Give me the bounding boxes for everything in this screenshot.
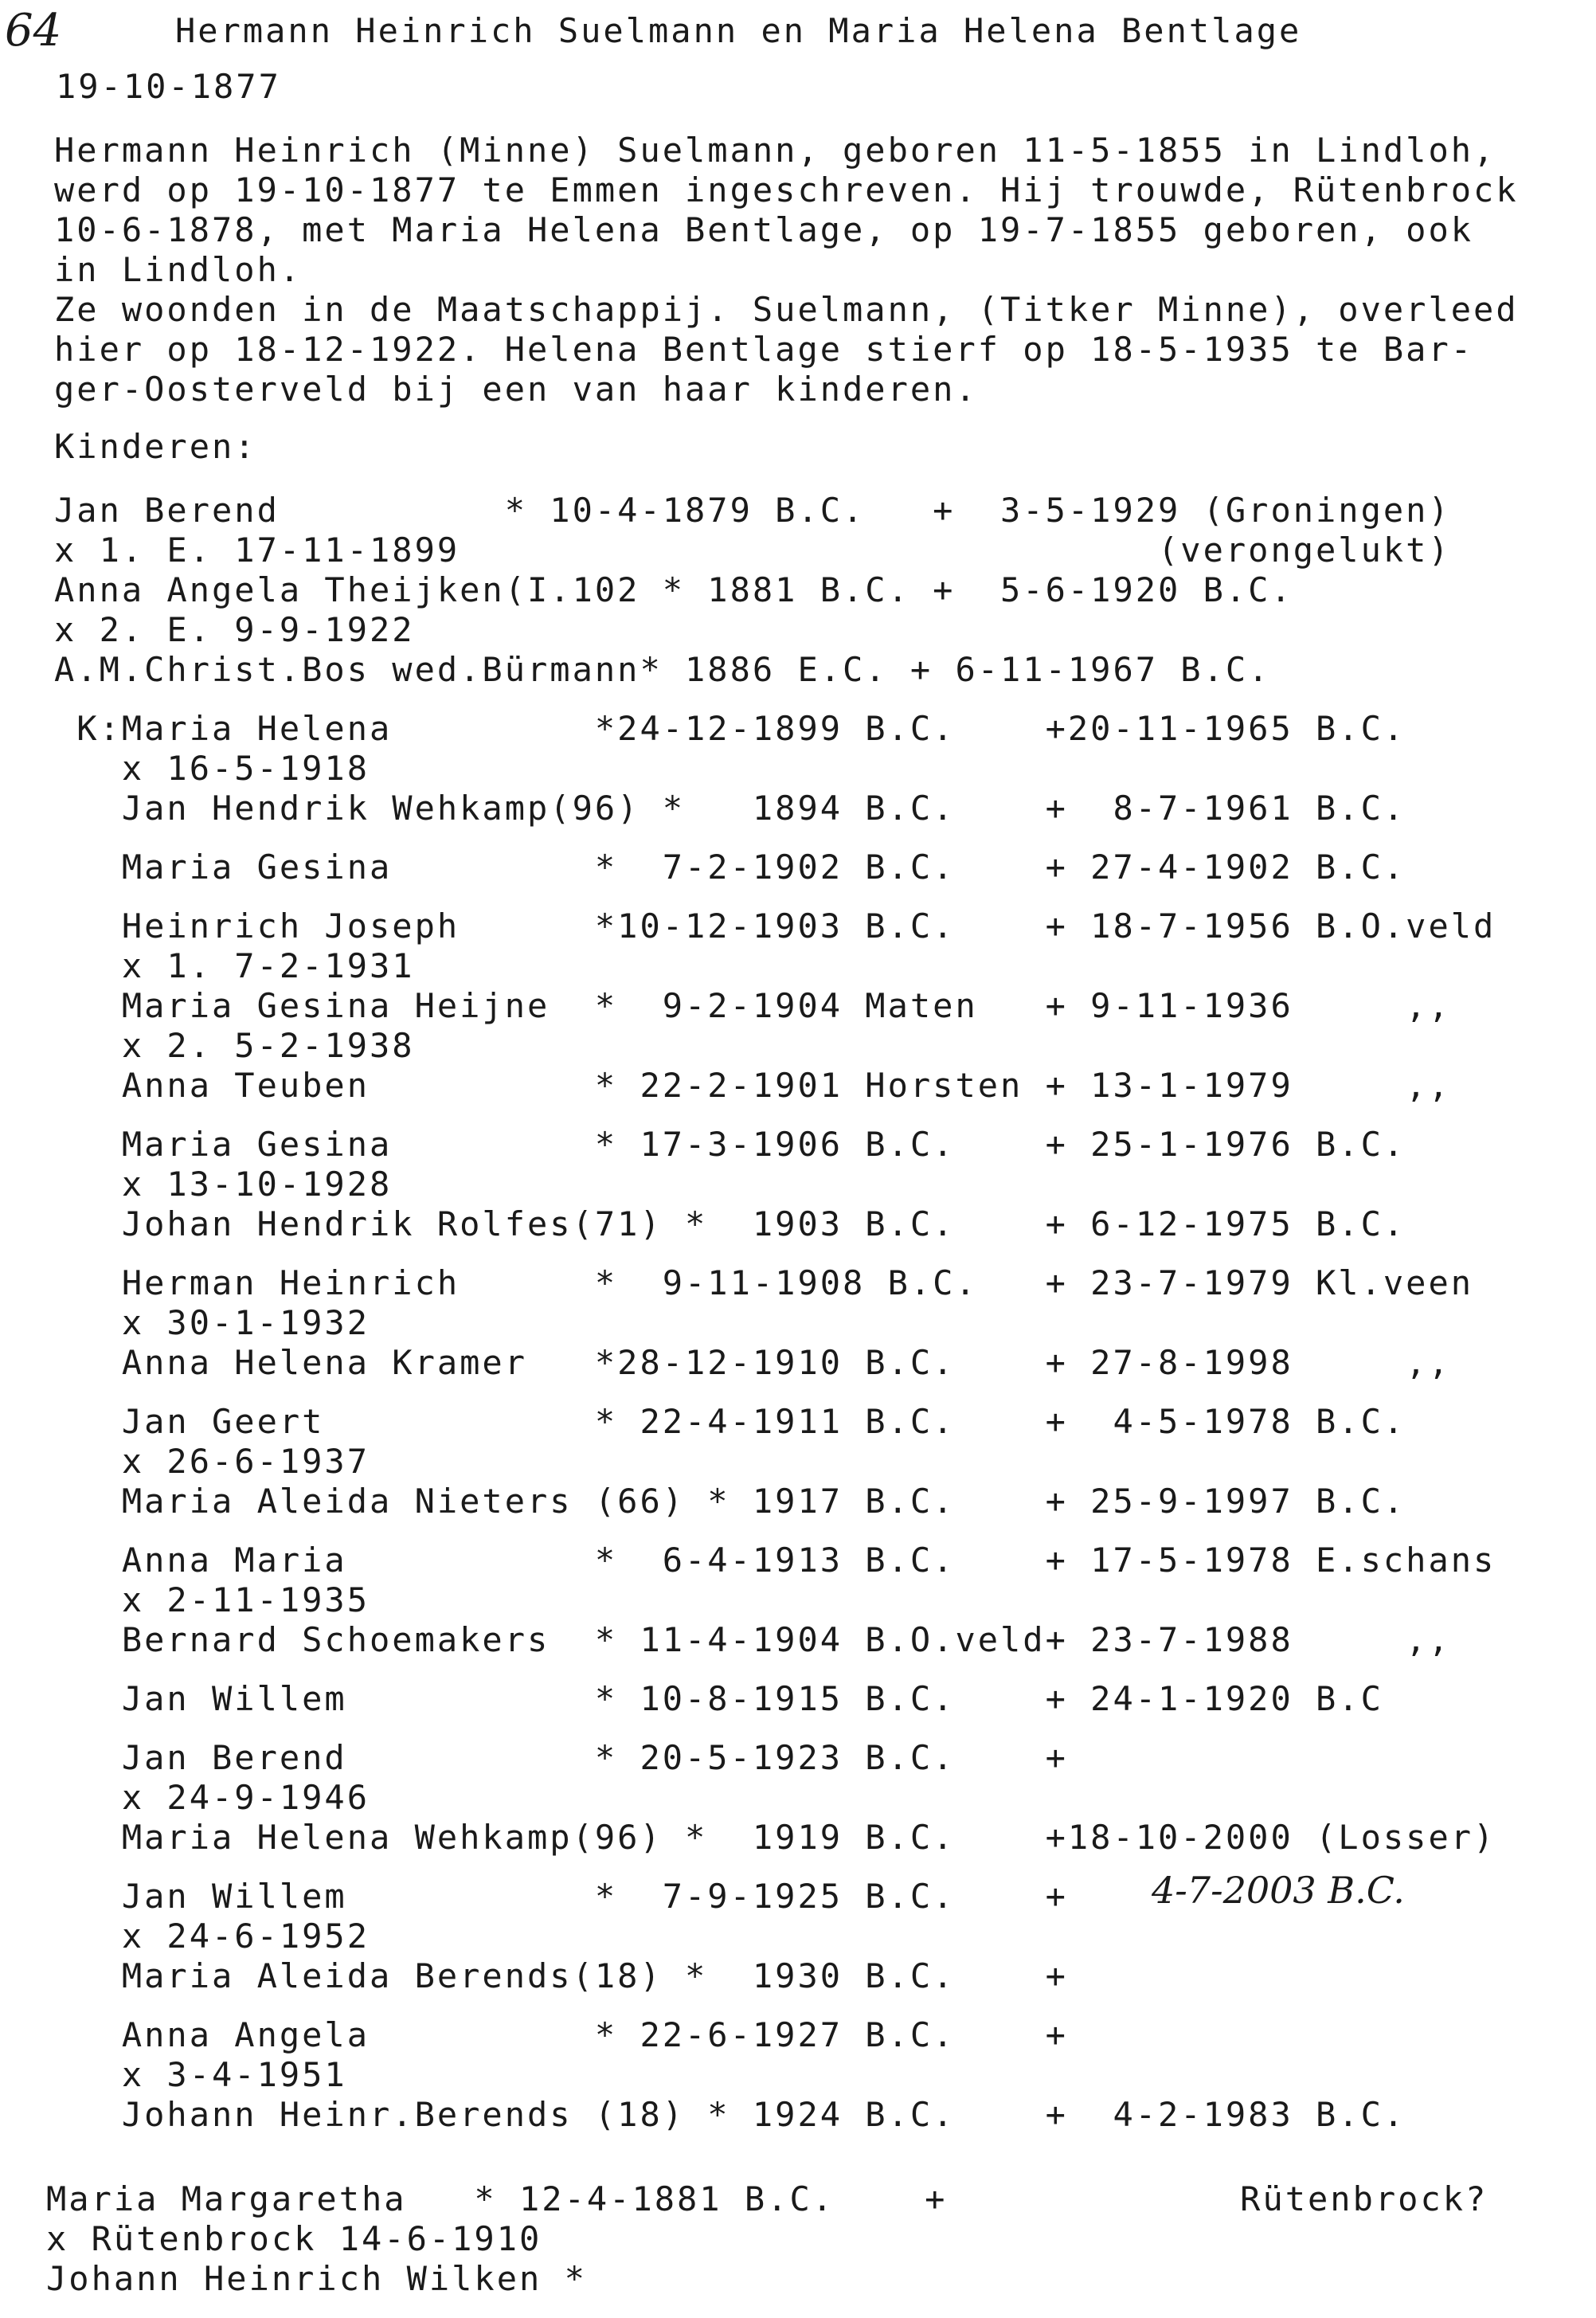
genealogy-line: Jan Willem * 7-9-1925 B.C. + (54, 1877, 1068, 1916)
page-number: 64 (5, 5, 62, 57)
genealogy-line: x 2-11-1935 (54, 1580, 370, 1619)
genealogy-line: x Rütenbrock 14-6-1910 (46, 2219, 542, 2258)
genealogy-line: Anna Maria * 6-4-1913 B.C. + 17-5-1978 E.schans (54, 1541, 1496, 1580)
registration-date: 19-10-1877 (56, 67, 281, 106)
genealogy-line: x 1. E. 17-11-1899 (verongelukt) (54, 531, 1451, 570)
children-heading: Kinderen: (54, 427, 257, 466)
genealogy-line: x 30-1-1932 (54, 1303, 370, 1342)
genealogy-line: Johann Heinr.Berends (18) * 1924 B.C. + 4-2-1983 B.C. (54, 2095, 1406, 2134)
genealogy-line: Jan Willem * 10-8-1915 B.C. + 24-1-1920 B.C (54, 1679, 1383, 1718)
genealogy-line: Maria Helena Wehkamp(96) * 1919 B.C. +18-10-2000 (Losser) (54, 1818, 1496, 1857)
genealogy-line: Jan Hendrik Wehkamp(96) * 1894 B.C. + 8-7-1961 B.C. (54, 789, 1406, 828)
genealogy-line: Jan Berend * 10-4-1879 B.C. + 3-5-1929 (Groningen) (54, 491, 1451, 530)
genealogy-line: K:Maria Helena *24-12-1899 B.C. +20-11-1965 B.C. (54, 709, 1406, 748)
genealogy-line: Anna Helena Kramer *28-12-1910 B.C. + 27-8-1998 ,, (54, 1343, 1451, 1382)
intro-line: werd op 19-10-1877 te Emmen ingeschreven. Hij trouwde, Rütenbrock (54, 170, 1519, 209)
genealogy-line: Jan Berend * 20-5-1923 B.C. + (54, 1738, 1068, 1777)
intro-line: Ze woonden in de Maatschappij. Suelmann, (Titker Minne), overleed (54, 290, 1519, 329)
genealogy-line: Maria Aleida Berends(18) * 1930 B.C. + (54, 1956, 1068, 1995)
genealogy-line: Maria Margaretha * 12-4-1881 B.C. + Rütenbrock? (46, 2179, 1488, 2218)
intro-line: hier op 18-12-1922. Helena Bentlage stierf op 18-5-1935 te Bar- (54, 330, 1474, 369)
page-title: Hermann Heinrich Suelmann en Maria Helena Bentlage (175, 11, 1302, 50)
genealogy-line: x 24-9-1946 (54, 1778, 370, 1817)
genealogy-line: x 13-10-1928 (54, 1165, 393, 1204)
genealogy-line: Johann Heinrich Wilken * (46, 2259, 587, 2298)
genealogy-line: x 2. E. 9-9-1922 (54, 610, 415, 649)
genealogy-line: x 16-5-1918 (54, 749, 370, 788)
genealogy-line: Anna Angela * 22-6-1927 B.C. + (54, 2015, 1068, 2054)
genealogy-line: Maria Gesina * 17-3-1906 B.C. + 25-1-1976 B.C. (54, 1125, 1406, 1164)
handwritten-death-date: 4-7-2003 B.C. (1152, 1869, 1405, 1912)
genealogy-line: Johan Hendrik Rolfes(71) * 1903 B.C. + 6-12-1975 B.C. (54, 1204, 1406, 1243)
genealogy-line: Bernard Schoemakers * 11-4-1904 B.O.veld+ 23-7-1988 ,, (54, 1620, 1451, 1659)
genealogy-line: Anna Teuben * 22-2-1901 Horsten + 13-1-1979 ,, (54, 1066, 1451, 1105)
genealogy-line: x 3-4-1951 (54, 2055, 347, 2094)
genealogy-line: Herman Heinrich * 9-11-1908 B.C. + 23-7-1979 Kl.veen (54, 1263, 1474, 1302)
genealogy-line: Maria Aleida Nieters (66) * 1917 B.C. + 25-9-1997 B.C. (54, 1482, 1406, 1521)
genealogy-line: x 2. 5-2-1938 (54, 1026, 415, 1065)
genealogy-line: x 1. 7-2-1931 (54, 946, 415, 985)
genealogy-line: x 26-6-1937 (54, 1442, 370, 1481)
genealogy-line: Maria Gesina * 7-2-1902 B.C. + 27-4-1902 B.C. (54, 848, 1406, 887)
genealogy-line: Maria Gesina Heijne * 9-2-1904 Maten + 9-11-1936 ,, (54, 986, 1451, 1025)
genealogy-line: Anna Angela Theijken(I.102 * 1881 B.C. + 5-6-1920 B.C. (54, 570, 1293, 609)
intro-line: ger-Oosterveld bij een van haar kinderen. (54, 370, 978, 409)
genealogy-line: x 24-6-1952 (54, 1917, 370, 1956)
genealogy-line: A.M.Christ.Bos wed.Bürmann* 1886 E.C. + 6-11-1967 B.C. (54, 650, 1271, 689)
intro-line: 10-6-1878, met Maria Helena Bentlage, op 19-7-1855 geboren, ook (54, 210, 1474, 249)
intro-line: in Lindloh. (54, 250, 303, 289)
genealogy-line: Heinrich Joseph *10-12-1903 B.C. + 18-7-1956 B.O.veld (54, 906, 1496, 946)
genealogy-line: Jan Geert * 22-4-1911 B.C. + 4-5-1978 B.C. (54, 1402, 1406, 1441)
intro-line: Hermann Heinrich (Minne) Suelmann, geboren 11-5-1855 in Lindloh, (54, 131, 1496, 170)
